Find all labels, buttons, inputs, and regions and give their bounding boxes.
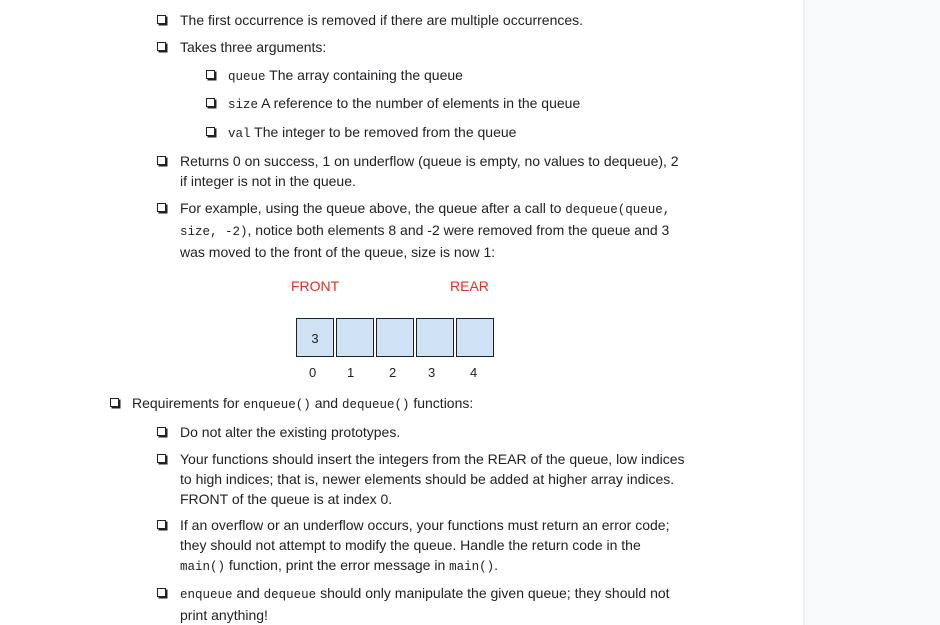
queue-index: 0 [309,365,317,380]
overflow-end: . [494,557,499,573]
example-code1: dequeue(queue, [565,203,671,217]
bullet-first-occurrence: The first occurrence is removed if there are multiple occurrences. [180,12,584,28]
insert-line3: FRONT of the queue is at index 0. [180,491,393,507]
checkbox-bullet [110,398,119,407]
overflow-line1: If an overflow or an underflow occurs, your functions must return an error code; [180,517,670,533]
overflow-code2: main() [449,560,495,574]
manip-code1: enqueue [180,588,233,602]
checkbox-bullet [157,588,166,597]
overflow-line2: they should not attempt to modify the queue. Handle the return code in the [180,537,641,553]
insert-line2: to high indices; that is, newer elements should be added at higher array indices. [180,471,675,487]
queue-cell: 3 [296,318,334,357]
example-code2: size, -2) [180,225,248,239]
example-pre: For example, using the queue above, the queue after a call to [180,200,562,216]
page-edge [803,0,805,625]
queue-cell [336,318,374,357]
manip-post: should only manipulate the given queue; they should not [320,585,670,601]
queue-cell [376,318,414,357]
req-manipulate [180,583,670,625]
arg-queue-text: The array containing the queue [269,67,463,83]
bullet-returns [180,151,679,191]
bullet-takes-args: Takes three arguments: [180,39,327,55]
arg-val-code: val [228,127,251,141]
manip-line2: print anything! [180,607,268,623]
req-no-alter: Do not alter the existing prototypes. [180,424,401,440]
checkbox-bullet [157,454,166,463]
bullet-example [180,198,670,262]
arg-size [228,93,580,115]
rear-label: REAR [450,278,489,294]
insert-line1: Your functions should insert the integers from the REAR of the queue, low indices [180,451,685,467]
req-title-post: functions: [413,395,474,411]
arg-size-text: A reference to the number of elements in the queue [261,95,581,111]
arg-val [228,122,516,144]
requirements-title [132,393,473,415]
arg-queue [228,65,463,87]
checkbox-bullet [206,70,215,79]
queue-cell [456,318,494,357]
front-label: FRONT [291,278,340,294]
req-title-code1: enqueue() [243,398,311,412]
arg-queue-code: queue [228,70,266,84]
returns-line2: if integer is not in the queue. [180,173,356,189]
req-title-mid: and [314,395,339,411]
req-title-pre: Requirements for [132,395,240,411]
returns-line1: Returns 0 on success, 1 on underflow (queue is empty, no values to dequeue), 2 [180,153,679,169]
queue-index: 4 [470,365,478,380]
queue-index: 1 [347,365,355,380]
manip-mid1: and [236,585,260,601]
checkbox-bullet [206,98,215,107]
req-insert [180,449,685,509]
example-line3: was moved to the front of the queue, size is now 1: [180,244,496,260]
checkbox-bullet [206,127,215,136]
checkbox-bullet [157,427,166,436]
checkbox-bullet [157,42,166,51]
example-post: , notice both elements 8 and -2 were removed from the queue and 3 [247,222,670,238]
req-overflow [180,515,669,577]
queue-index: 3 [428,365,436,380]
arg-val-text: The integer to be removed from the queue [254,124,517,140]
checkbox-bullet [157,203,166,212]
queue-cell [416,318,454,357]
overflow-mid: function, print the error message in [228,557,446,573]
manip-code2: dequeue [263,588,317,602]
req-title-code2: dequeue() [341,398,410,412]
queue-index: 2 [389,365,397,380]
checkbox-bullet [157,15,166,24]
checkbox-bullet [157,520,166,529]
arg-size-code: size [228,98,259,112]
overflow-code1: main() [180,560,226,574]
checkbox-bullet [157,156,166,165]
